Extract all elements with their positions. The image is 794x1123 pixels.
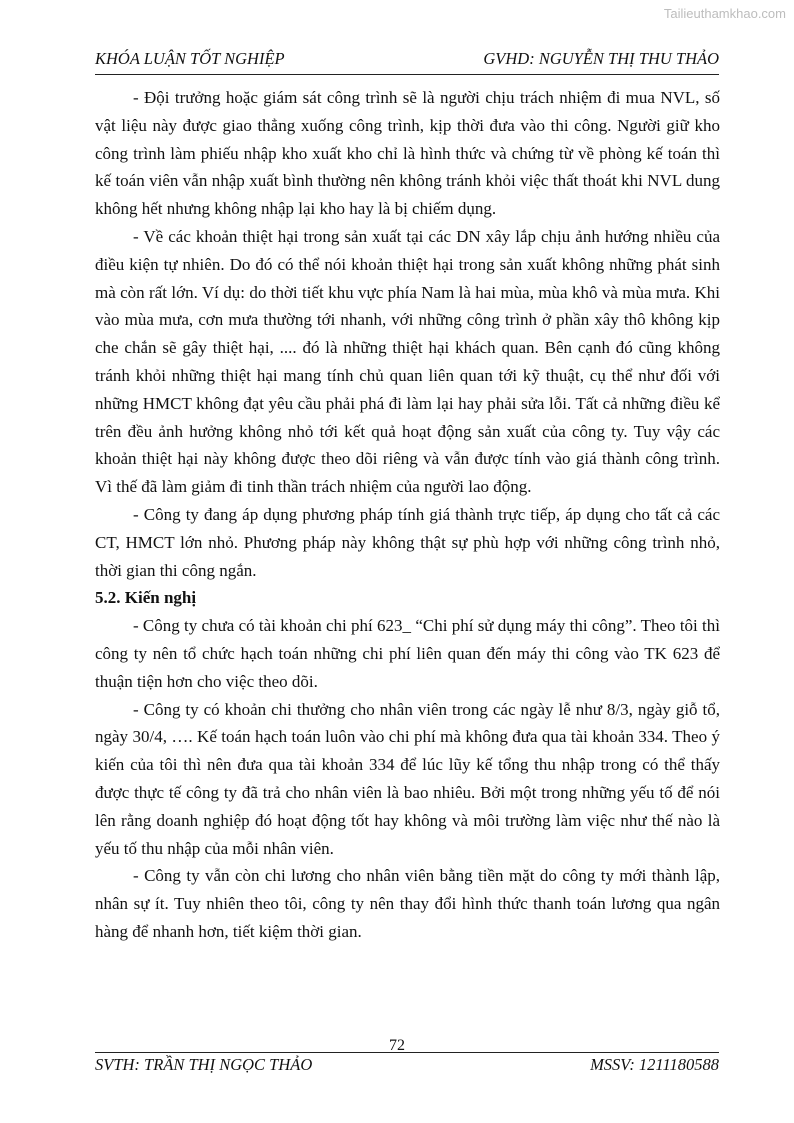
paragraph: - Công ty vẫn còn chi lương cho nhân viên bằng tiền mặt do công ty mới thành lập, nhân sự ít. Tuy nhiên theo tôi, công ty nên thay đổi hình thức thanh toán lương qua ngân hàng để nhanh hơn, tiết kiệm thời gian. bbox=[95, 866, 720, 941]
section-heading: 5.2. Kiến nghị bbox=[95, 588, 197, 608]
paragraph: - Về các khoản thiệt hại trong sản xuất tại các DN xây lắp chịu ảnh hướng nhiều của điều kiện tự nhiên. Do đó có thể nói khoản thiệt hại trong sản xuất không những phát sinh mà còn rất lớn. Ví dụ: do thời tiết khu vực phía Nam là hai mùa, mùa khô và mùa mưa. Khi vào mùa mưa, cơn mưa thường tới nhanh, với những công trình ở phần xây thô không kịp che chắn sẽ gây thiệt hại, .... đó là những thiệt hại khách quan. Bên cạnh đó cũng không tránh khỏi những thiệt hại mang tính chủ quan liên quan tới kỹ thuật, cụ thể như đối với những HMCT không đạt yêu cầu phải phá đi làm lại hay phải sửa lỗi. Tất cả những điều kể trên đều ảnh hưởng không nhỏ tới kết quả hoạt động sản xuất của công ty. Tuy vậy các khoản thiệt hại này không được theo dõi riêng và vẫn được tính vào giá thành công trình. Vì thế đã làm giảm đi tinh thần trách nhiệm của người lao động. bbox=[95, 226, 720, 497]
footer-right: MSSV: 1211180588 bbox=[590, 1055, 719, 1074]
paragraph: - Công ty chưa có tài khoản chi phí 623_ “Chi phí sử dụng máy thi công”. Theo tôi thì công ty nên tổ chức hạch toán những chi phí liên quan đến máy thi công vào TK 623 để thuận tiện hơn cho việc theo dõi. bbox=[95, 616, 720, 691]
page-body bbox=[95, 84, 720, 946]
paragraph: - Đội trưởng hoặc giám sát công trình sẽ là người chịu trách nhiệm đi mua NVL, số vật liệu này được giao thẳng xuống công trình, kịp thời đưa vào thi công. Người giữ kho công trình làm phiếu nhập kho xuất kho chỉ là hình thức và chứng từ về phòng kế toán thì kế toán viên vẫn nhập xuất bình thường nên không tránh khỏi việc thất thoát khi NVL dung không hết nhưng không nhập lại kho hay là bị chiếm dụng. bbox=[95, 88, 720, 219]
page-number: 72 bbox=[389, 1037, 405, 1054]
watermark: Tailieuthamkhao.com bbox=[663, 6, 786, 21]
header-left: KHÓA LUẬN TỐT NGHIỆP bbox=[95, 49, 285, 68]
footer-divider bbox=[95, 1052, 719, 1053]
paragraph: - Công ty đang áp dụng phương pháp tính giá thành trực tiếp, áp dụng cho tất cả các CT, HMCT lớn nhỏ. Phương pháp này không thật sự phù hợp với những công trình nhỏ, thời gian thi công ngắn. bbox=[95, 504, 720, 580]
page-footer bbox=[95, 1055, 719, 1075]
page-header bbox=[95, 49, 719, 69]
paragraph: - Công ty có khoản chi thưởng cho nhân viên trong các ngày lễ như 8/3, ngày giỗ tổ, ngày 30/4, …. Kế toán hạch toán luôn vào chi phí mà không đưa qua tài khoản 334. Theo ý kiến của tôi thì nên đưa qua tài khoản 334 để lúc lũy kế tổng thu nhập trong có thể thấy được thực tế công ty đã trả cho nhân viên là bao nhiêu. Bởi một trong những yếu tố để nói lên rằng doanh nghiệp đó hoạt động tốt hay không và môi trường làm việc như thế nào là yếu tố thu nhập của mỗi nhân viên. bbox=[95, 699, 720, 858]
header-right: GVHD: NGUYỄN THỊ THU THẢO bbox=[483, 49, 719, 68]
header-divider bbox=[95, 74, 719, 75]
footer-left: SVTH: TRẦN THỊ NGỌC THẢO bbox=[95, 1055, 313, 1074]
